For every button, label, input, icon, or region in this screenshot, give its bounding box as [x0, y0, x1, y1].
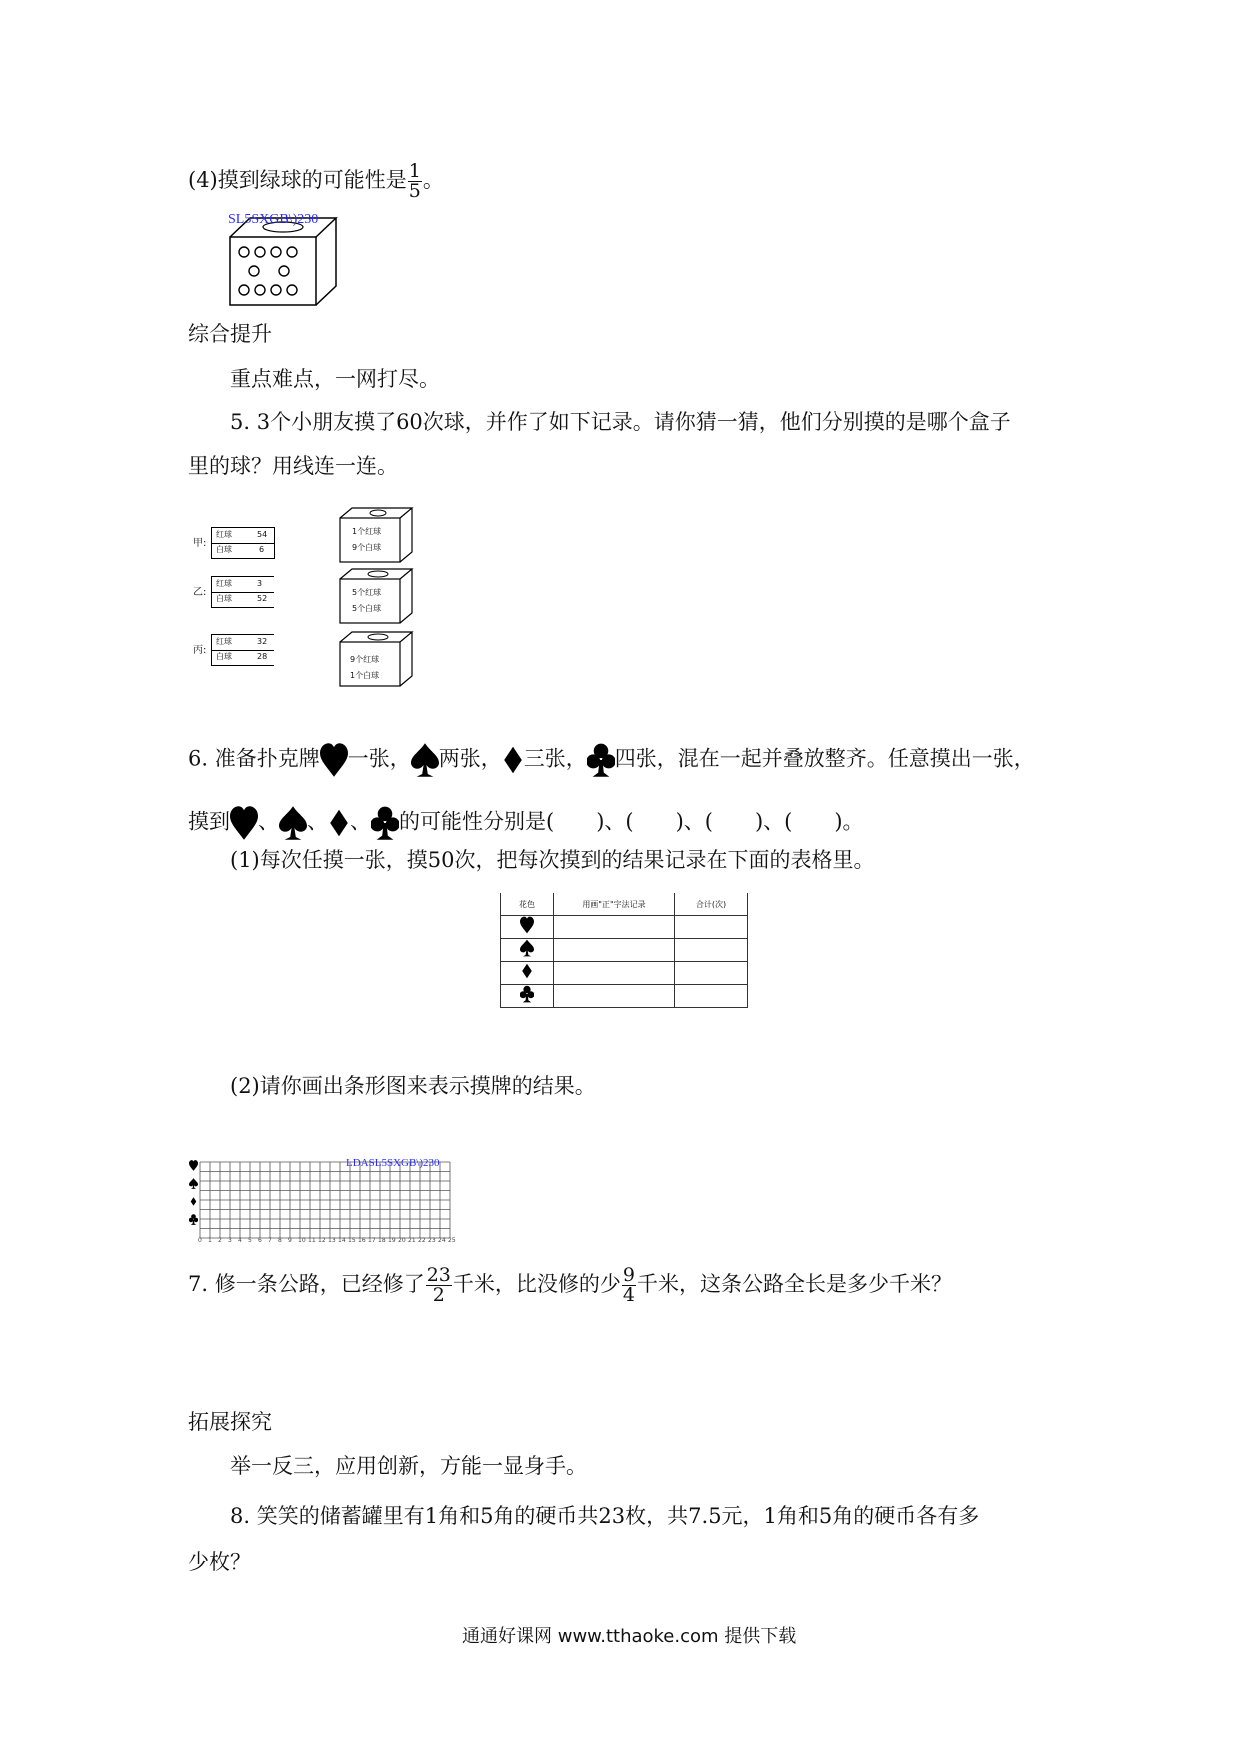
grid-tick-label: 10 — [298, 1237, 306, 1244]
grid-tick-label: 9 — [288, 1237, 292, 1244]
table-header-tally: 用画"正"字法记录 — [554, 893, 675, 916]
grid-tick-label: 18 — [378, 1237, 386, 1244]
fraction-denominator: 5 — [408, 180, 421, 202]
heart-icon — [520, 916, 534, 934]
table-header-suit: 花色 — [501, 893, 554, 916]
record-name: 乙: — [193, 587, 207, 598]
question-8-line-1: 8. 笑笑的储蓄罐里有1角和5角的硬币共23枚，共7.5元，1角和5角的硬币各有多 — [230, 1504, 980, 1528]
club-icon — [371, 805, 399, 841]
table-row — [501, 962, 748, 985]
tally-table — [500, 893, 748, 1008]
grid-tick-label: 22 — [418, 1237, 426, 1244]
grid-tick-label: 15 — [348, 1237, 356, 1244]
bar-chart-grid[interactable] — [188, 1158, 458, 1248]
grid-tick-label: 23 — [428, 1237, 436, 1244]
grid-tick-label: 19 — [388, 1237, 396, 1244]
q7-text: 千米，这条公路全长是多少千米？ — [637, 1272, 952, 1296]
section-title-extension: 拓展探究 — [188, 1410, 272, 1434]
ball-box-1 — [338, 506, 414, 564]
record-cell: 白球 — [216, 545, 232, 554]
total-cell[interactable] — [675, 939, 748, 962]
grid-tick-label: 5 — [248, 1237, 252, 1244]
suit-cell — [501, 916, 554, 939]
question-5-line-2: 里的球？用线连一连。 — [188, 454, 398, 478]
total-cell[interactable] — [675, 916, 748, 939]
item4-text: (4)摸到绿球的可能性是 — [188, 168, 407, 192]
box-label: 1个红球 — [352, 527, 382, 536]
question-5-line-1: 5. 3个小朋友摸了60次球，并作了如下记录。请你猜一猜，他们分别摸的是哪个盒子 — [230, 410, 1011, 434]
section-title-comprehensive: 综合提升 — [188, 322, 272, 346]
fraction-numerator: 9 — [622, 1264, 635, 1286]
grid-x-ticks — [188, 1237, 458, 1247]
box-watermark: SL5SXGB\)230 — [228, 212, 319, 227]
table-row — [501, 985, 748, 1008]
grid-tick-label: 13 — [328, 1237, 336, 1244]
record-cell: 3 — [257, 579, 263, 588]
tally-cell[interactable] — [554, 916, 675, 939]
club-icon — [587, 742, 615, 778]
record-cell: 28 — [257, 652, 268, 661]
record-name: 甲: — [193, 538, 207, 549]
suit-cell — [501, 962, 554, 985]
grid-tick-label: 21 — [408, 1237, 416, 1244]
record-cell: 32 — [257, 637, 268, 646]
record-cell: 白球 — [216, 652, 232, 661]
record-cell: 白球 — [216, 594, 232, 603]
section-subtitle-extension: 举一反三，应用创新，方能一显身手。 — [230, 1454, 587, 1478]
grid-tick-label: 25 — [448, 1237, 456, 1244]
record-cell: 54 — [257, 530, 268, 539]
q6-sep: 、 — [350, 809, 371, 834]
grid-tick-label: 3 — [228, 1237, 232, 1244]
item4-end: 。 — [422, 168, 444, 192]
grid-tick-label: 16 — [358, 1237, 366, 1244]
page-footer: 通通好课网 www.tthaoke.com 提供下载 — [462, 1626, 797, 1647]
spade-icon — [520, 939, 534, 957]
grid-tick-label: 4 — [238, 1237, 242, 1244]
q7-text: 7. 修一条公路，已经修了 — [188, 1272, 425, 1296]
grid-watermark: LDASL5SXGB\)230 — [346, 1157, 440, 1169]
heart-icon — [189, 1160, 198, 1171]
record-table — [211, 634, 274, 666]
question-6-line-1 — [188, 742, 1035, 778]
ball-box-3 — [338, 630, 414, 688]
record-table — [211, 527, 275, 559]
grid-tick-label: 2 — [218, 1237, 222, 1244]
record-name: 丙: — [193, 645, 207, 656]
fraction-numerator: 23 — [426, 1264, 451, 1286]
diamond-icon — [521, 962, 533, 980]
box-label: 9个红球 — [350, 655, 380, 664]
record-cell: 红球 — [216, 530, 232, 539]
grid-tick-label: 6 — [258, 1237, 262, 1244]
heart-icon — [230, 805, 258, 841]
total-cell[interactable] — [675, 962, 748, 985]
grid-tick-label: 14 — [338, 1237, 346, 1244]
record-cell: 红球 — [216, 637, 232, 646]
fraction-denominator: 2 — [432, 1284, 445, 1306]
tally-cell[interactable] — [554, 985, 675, 1008]
q6-text: 6. 准备扑克牌 — [188, 746, 320, 771]
grid-suit-labels — [188, 1158, 200, 1238]
question-6-line-2 — [188, 805, 864, 841]
question-8-line-2: 少枚？ — [188, 1550, 251, 1574]
heart-icon — [320, 742, 348, 778]
spade-icon — [279, 805, 307, 841]
table-header-total: 合计(次) — [675, 893, 748, 916]
suit-cell — [501, 939, 554, 962]
club-icon — [189, 1214, 198, 1225]
question-6-sub-1: (1)每次任摸一张，摸50次，把每次摸到的结果记录在下面的表格里。 — [230, 848, 875, 872]
suit-cell — [501, 985, 554, 1008]
grid-tick-label: 1 — [208, 1237, 212, 1244]
diamond-icon — [502, 744, 524, 776]
fraction-one-fifth — [408, 162, 422, 201]
spade-icon — [411, 742, 439, 778]
question-6-sub-2: (2)请你画出条形图来表示摸牌的结果。 — [230, 1074, 596, 1098]
grid-tick-label: 8 — [278, 1237, 282, 1244]
record-table — [211, 576, 274, 608]
grid-tick-label: 0 — [198, 1237, 202, 1244]
fraction-denominator: 4 — [622, 1284, 635, 1306]
box-label: 9个白球 — [352, 543, 382, 552]
item4-line — [188, 162, 444, 201]
section-subtitle-comprehensive: 重点难点，一网打尽。 — [230, 367, 440, 391]
diamond-icon — [191, 1197, 197, 1205]
question-7 — [188, 1266, 952, 1305]
q6-text: 摸到 — [188, 809, 230, 834]
grid-tick-label: 17 — [368, 1237, 376, 1244]
q7-text: 千米，比没修的少 — [452, 1272, 621, 1296]
record-cell: 52 — [257, 594, 268, 603]
club-icon — [520, 985, 534, 1003]
q6-text: 一张， — [347, 746, 411, 771]
record-cell: 红球 — [216, 579, 232, 588]
record-cell: 6 — [259, 545, 265, 554]
box-label: 5个红球 — [352, 588, 382, 597]
grid-tick-label: 20 — [398, 1237, 406, 1244]
table-row — [501, 939, 748, 962]
ball-box-2 — [338, 567, 414, 625]
diamond-icon — [328, 807, 350, 839]
fraction-numerator: 1 — [408, 160, 421, 182]
q6-text: 两张， — [438, 746, 502, 771]
table-row — [501, 916, 748, 939]
grid-tick-label: 12 — [318, 1237, 326, 1244]
grid-tick-label: 11 — [308, 1237, 316, 1244]
q6-text: 的可能性分别是( )、( )、( )、( )。 — [399, 809, 864, 834]
grid-tick-label: 7 — [268, 1237, 272, 1244]
tally-cell[interactable] — [554, 939, 675, 962]
fraction-built — [426, 1266, 452, 1305]
box-label: 1个白球 — [350, 671, 380, 680]
total-cell[interactable] — [675, 985, 748, 1008]
q6-sep: 、 — [307, 809, 328, 834]
box-label: 5个白球 — [352, 604, 382, 613]
tally-cell[interactable] — [554, 962, 675, 985]
q6-text: 四张，混在一起并叠放整齐。任意摸出一张， — [614, 746, 1035, 771]
q6-sep: 、 — [258, 809, 279, 834]
fraction-difference — [622, 1266, 636, 1305]
q6-text: 三张， — [523, 746, 587, 771]
spade-icon — [189, 1178, 198, 1189]
grid-tick-label: 24 — [438, 1237, 446, 1244]
grid-svg[interactable] — [188, 1158, 458, 1248]
